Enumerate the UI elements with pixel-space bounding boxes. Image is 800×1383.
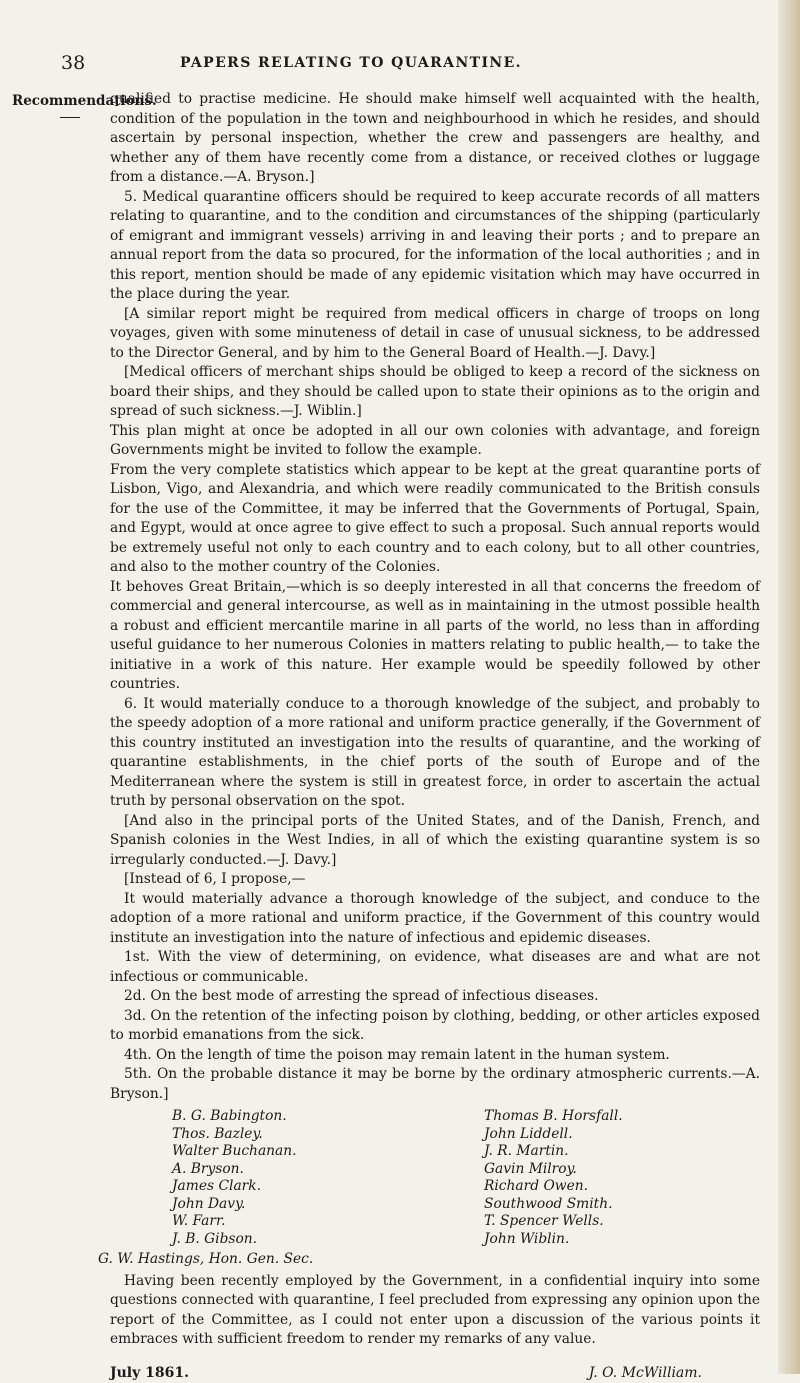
secretary: G. W. Hastings, Hon. Gen. Sec.	[98, 1251, 314, 1267]
signatory: James Clark.	[172, 1178, 262, 1194]
signatory: Southwood Smith.	[484, 1195, 613, 1212]
margin-dash	[60, 117, 80, 118]
signatory: J. R. Martin.	[484, 1143, 569, 1159]
paragraph: 2d. On the best mode of arresting the spread of infectious diseases.	[124, 988, 599, 1004]
signatory: A. Bryson.	[172, 1160, 244, 1177]
signatory: Walter Buchanan.	[172, 1143, 297, 1159]
paragraph: From the very complete statistics which appear to be kept at the great quarantine ports of Lisbon, Vigo, and Alexandria, and which were readily communicated to the British consuls for the use of the Committee, it may be inferred that the Governments of Portugal, Spain, and Egypt, would at once agree to give effect to such a proposal. Such annual reports would be extremely useful not only to each country and to each colony, but to all other countries, and also to the mother country of the Colonies.	[110, 461, 760, 575]
signatory: Gavin Milroy.	[484, 1160, 577, 1177]
body-text	[98, 90, 760, 1267]
closing-note	[110, 1258, 760, 1383]
page-header	[60, 52, 760, 78]
signatory: T. Spencer Wells.	[484, 1213, 604, 1229]
signatory: John Liddell.	[484, 1125, 573, 1142]
closing-text: Having been recently employed by the Government, in a confidential inquiry into some questions connected with quarantine, I feel precluded from expressing any opinion upon the report of the Committee, as I could not enter upon a discussion of the various points it embraces with sufficient freedom to render my remarks of any value.	[110, 1272, 760, 1348]
paragraph: 1st. With the view of determining, on evidence, what diseases are and what are not infectious or communicable.	[110, 949, 760, 985]
paragraph: It behoves Great Britain,—which is so deeply interested in all that concerns the freedom of commercial and general intercourse, as well as in maintaining in the utmost possible health a robust and efficient mercantile marine in all parts of the world, no less than in affording useful guidance to her numerous Colonies in matters relating to public health,— to take the initiative in a work of this nature. Her example would be speedily followed by other countries.	[110, 578, 760, 692]
paragraph: [Instead of 6, I propose,—	[124, 871, 306, 887]
signatories	[98, 1108, 760, 1267]
signatory: Thomas B. Horsfall.	[484, 1108, 623, 1124]
signatory: W. Farr.	[172, 1213, 226, 1229]
signatory: John Davy.	[172, 1195, 246, 1212]
paragraph: It would materially advance a thorough knowledge of the subject, and conduce to the adoption of a more rational and uniform practice, if the Government of this country would institute an investigation into the nature of infectious and epidemic diseases.	[110, 890, 760, 946]
page-number: 38	[61, 52, 86, 74]
closing-signature: J. O. McWilliam.	[588, 1364, 702, 1381]
signatories-left	[172, 1108, 297, 1248]
paragraph: qualified to practise medicine. He should make himself well acquainted with the health, condition of the population in the town and neighbourhood in which he resides, and should ascertain by personal inspection, whether the crew and passengers are healthy, and whether any of them have recently come from a distance, or received clothes or luggage from a distance.—A. Bryson.]	[110, 91, 760, 185]
paragraph: 5th. On the probable distance it may be borne by the ordinary atmospheric currents.—A. Bryson.]	[110, 1066, 760, 1102]
paragraph: This plan might at once be adopted in all our own colonies with advantage, and foreign Governments might be invited to follow the example.	[110, 422, 760, 458]
paragraph: 4th. On the length of time the poison may remain latent in the human system.	[124, 1046, 670, 1063]
dateline	[110, 1364, 760, 1383]
paragraph: 6. It would materially conduce to a thorough knowledge of the subject, and probably to the speedy adoption of a more rational and uniform practice generally, if the Government of this country instituted an investigation into the results of quarantine, and the working of quarantine establishments, in the chief ports of the south of Europe and of the Mediterranean where the system is still in greatest force, in order to ascertain the actual truth by personal observation on the spot.	[110, 695, 760, 809]
running-title: PAPERS RELATING TO QUARANTINE.	[180, 55, 522, 71]
paragraph: [Medical officers of merchant ships should be obliged to keep a record of the sickness on board their ships, and they should be called upon to state their opinions as to the origin and spread of such sickness.—J. Wiblin.]	[110, 364, 760, 419]
signatory: John Wiblin.	[484, 1230, 570, 1247]
signatory: Thos. Bazley.	[172, 1125, 263, 1142]
page-edge	[778, 0, 800, 1374]
paragraph: [And also in the principal ports of the United States, and of the Danish, French, and Spanish colonies in the West Indies, in all of which the existing quarantine system is so irregularly conducted.—J. Davy.]	[110, 812, 760, 868]
signatory: Richard Owen.	[484, 1178, 589, 1194]
margin-note: Recommendations.	[12, 93, 157, 109]
signatories-right	[484, 1108, 623, 1248]
paragraph: 5. Medical quarantine officers should be required to keep accurate records of all matters relating to quarantine, and to the condition and circumstances of the shipping (particularly of emigrant and immigrant vessels) arriving in and leaving their ports ; and to prepare an annual report from the data so procured, for the information of the local authorities ; and in this report, mention should be made of any epidemic visitation which may have occurred in the place during the year.	[110, 188, 760, 302]
signatory: J. B. Gibson.	[172, 1230, 258, 1247]
signatory: B. G. Babington.	[172, 1108, 287, 1124]
closing-date: July 1861.	[110, 1364, 189, 1381]
paragraph: [A similar report might be required from medical officers in charge of troops on long voyages, given with some minuteness of detail in case of unusual sickness, to be addressed to the Director General, and by him to the General Board of Health.—J. Davy.]	[110, 305, 760, 361]
paragraph: 3d. On the retention of the infecting poison by clothing, bedding, or other articles exposed to morbid emanations from the sick.	[110, 1007, 760, 1043]
